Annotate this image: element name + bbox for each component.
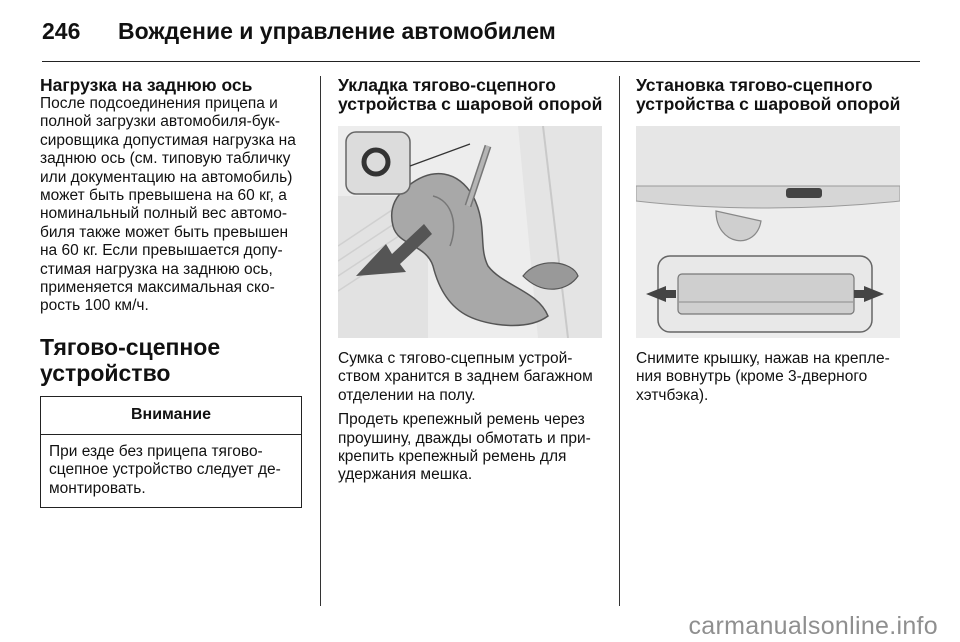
storage-heading: Укладка тягово-сцепного устройства с шаровой опорой bbox=[338, 75, 603, 114]
column-3 bbox=[636, 76, 902, 405]
rear-axle-load-heading: Нагрузка на заднюю ось bbox=[40, 75, 253, 95]
text-line: номинальный полный вес автомо- bbox=[40, 205, 288, 223]
storage-text-1: Сумка с тягово-сцепным устрой- ством хранится в заднем багажном отделении на полу. bbox=[338, 350, 593, 404]
text-line: полной загрузки автомобиля-бук- bbox=[40, 113, 280, 131]
text-line: может быть превышена на 60 кг, а bbox=[40, 187, 287, 205]
column-divider bbox=[320, 76, 321, 606]
storage-bag-illustration bbox=[338, 126, 602, 338]
installation-heading: Установка тягово-сцепного устройства с шаровой опорой bbox=[636, 75, 901, 114]
text-line: стимая нагрузка на заднюю ось, bbox=[40, 260, 273, 278]
page-number: 246 bbox=[42, 18, 81, 44]
text-line: заднюю ось (см. типовую табличку bbox=[40, 150, 291, 168]
warning-box bbox=[40, 396, 302, 508]
text-line: или документацию на автомобиль) bbox=[40, 168, 293, 186]
column-divider bbox=[619, 76, 620, 606]
towing-device-section-title: Тягово-сцепное устройство bbox=[40, 333, 221, 386]
text-line: сировщика допустимая нагрузка на bbox=[40, 131, 296, 149]
rear-axle-load-text bbox=[40, 95, 306, 316]
warning-text: При езде без прицепа тягово- сцепное устройство следует де- монтировать. bbox=[49, 442, 281, 497]
text-line: биля также может быть превышен bbox=[40, 223, 289, 241]
column-1 bbox=[40, 76, 306, 508]
text-line: применяется максимальная ско- bbox=[40, 279, 275, 297]
installation-text: Снимите крышку, нажав на крепле- ния вовнутрь (кроме 3-дверного хэтчбэка). bbox=[636, 350, 890, 404]
page-header bbox=[42, 14, 920, 62]
storage-text-2: Продеть крепежный ремень через проушину, дважды обмотать и при- крепить крепежный ремень для удержания мешка. bbox=[338, 411, 591, 484]
bumper-cover-illustration bbox=[636, 126, 900, 338]
warning-title: Внимание bbox=[41, 397, 301, 435]
text-line: на 60 кг. Если превышается допу- bbox=[40, 242, 283, 260]
watermark: carmanualsonline.info bbox=[688, 612, 938, 640]
chapter-title: Вождение и управление автомобилем bbox=[118, 18, 556, 44]
column-2 bbox=[338, 76, 604, 485]
text-line: После подсоединения прицепа и bbox=[40, 95, 278, 112]
text-line: рость 100 км/ч. bbox=[40, 297, 149, 315]
